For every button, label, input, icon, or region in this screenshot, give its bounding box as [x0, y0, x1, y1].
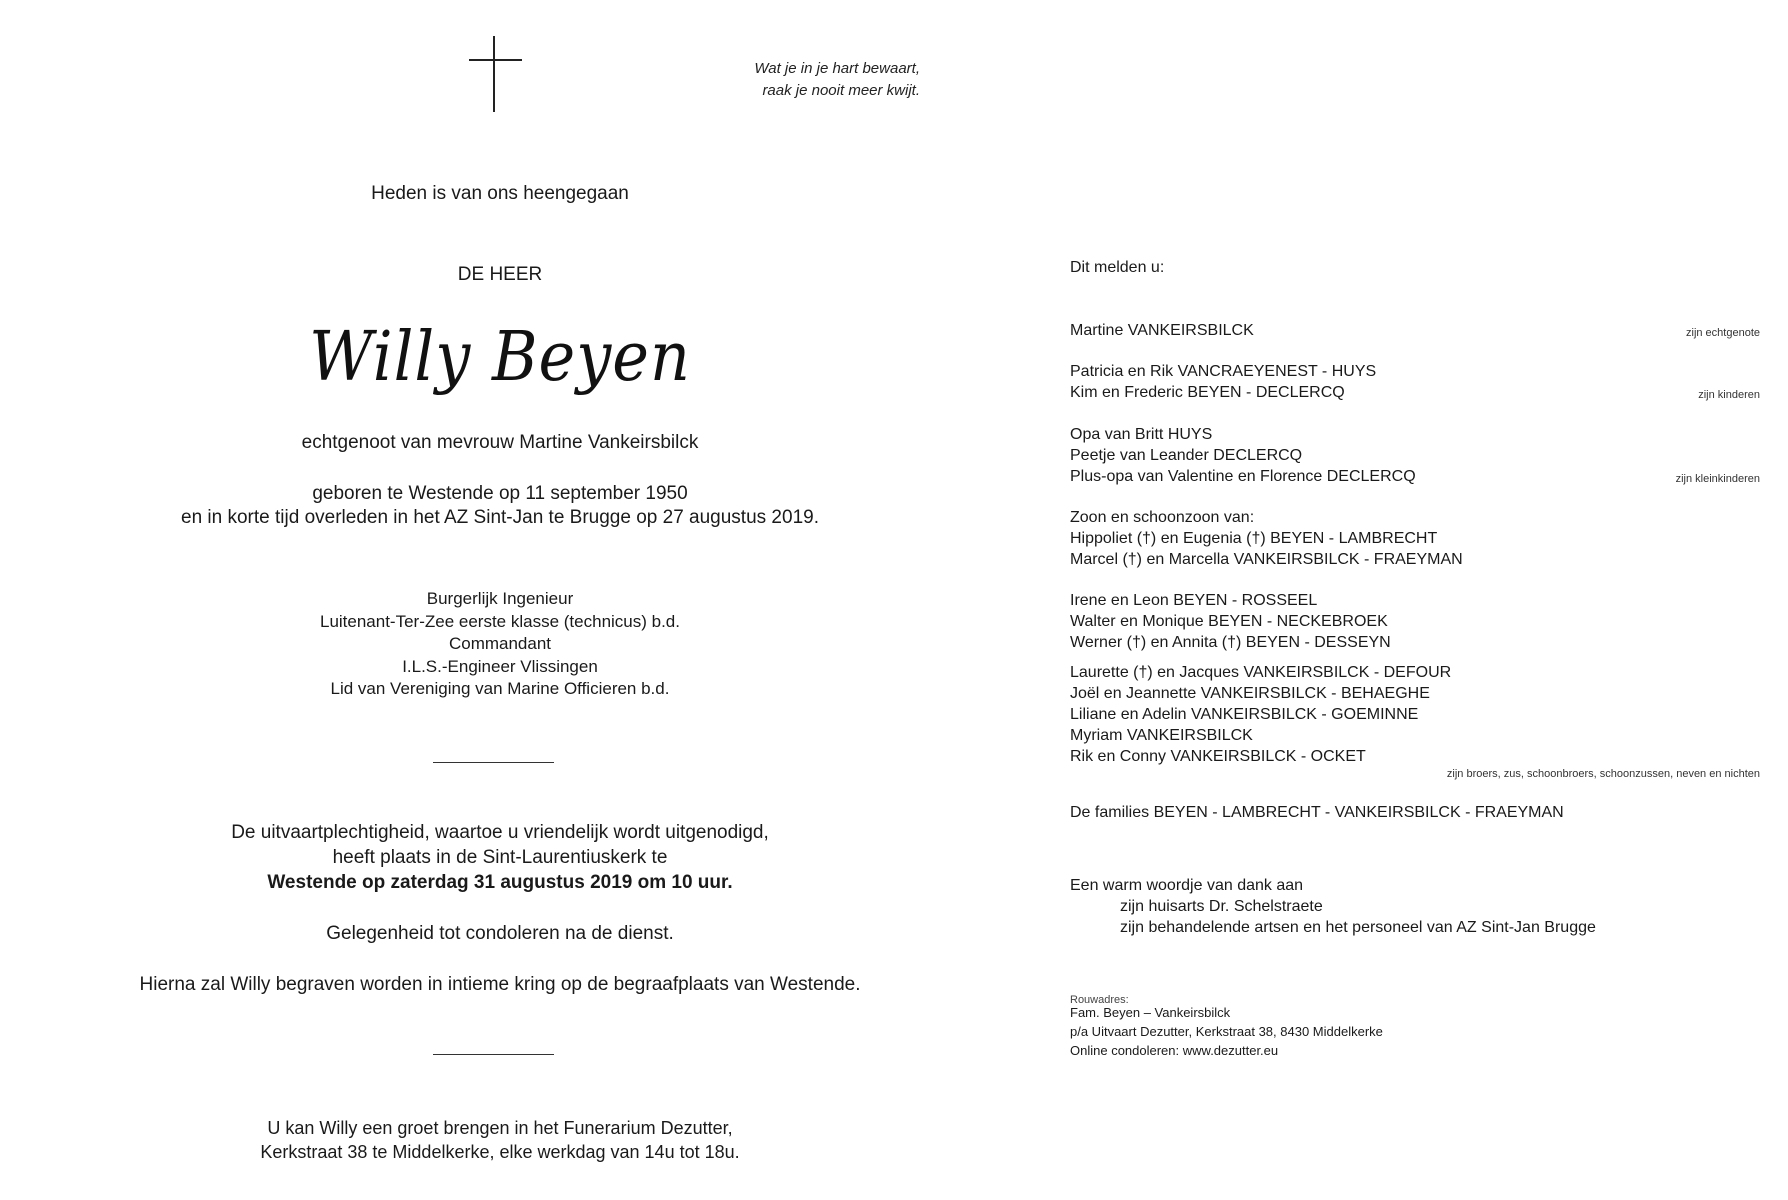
family-line: Walter en Monique BEYEN - NECKEBROEK: [1070, 613, 1388, 630]
spouse-name: Martine VANKEIRSBILCK: [1070, 322, 1254, 339]
families-line: De families BEYEN - LAMBRECHT - VANKEIRSBILCK - FRAEYMAN: [1070, 804, 1564, 821]
family-line: Kim en Frederic BEYEN - DECLERCQ: [1070, 384, 1345, 401]
family-line: Opa van Britt HUYS: [1070, 426, 1213, 443]
funeral-line-1: De uitvaartplechtigheid, waartoe u vriendelijk wordt uitgenodigd,: [231, 822, 769, 843]
family-line: Peetje van Leander DECLERCQ: [1070, 447, 1303, 464]
cross-icon-bar: [469, 59, 522, 61]
titles-block: [200, 588, 800, 701]
salutation: DE HEER: [457, 264, 543, 285]
funeral-line-3: Westende op zaterdag 31 augustus 2019 om 10 uur.: [267, 872, 733, 893]
burial-text: Hierna zal Willy begraven worden in intieme kring op de begraafplaats van Westende.: [139, 974, 861, 995]
spouse-line: echtgenoot van mevrouw Martine Vankeirsbilck: [301, 432, 699, 453]
online-condolence: Online condoleren: www.dezutter.eu: [1070, 1043, 1279, 1058]
title-item: I.L.S.-Engineer Vlissingen: [402, 656, 598, 676]
family-line: Myriam VANKEIRSBILCK: [1070, 727, 1253, 744]
condolence-text: Gelegenheid tot condoleren na de dienst.: [326, 923, 674, 944]
thanks-line: zijn behandelende artsen en het personeel van AZ Sint-Jan Brugge: [1120, 919, 1596, 936]
thanks-intro: Een warm woordje van dank aan: [1070, 877, 1304, 894]
funeral-line-2: heeft plaats in de Sint-Laurentiuskerk te: [332, 847, 668, 868]
intro-text: Heden is van ons heengegaan: [371, 183, 629, 204]
address-line: p/a Uitvaart Dezutter, Kerkstraat 38, 8430 Middelkerke: [1070, 1024, 1383, 1039]
right-page: [1000, 0, 1788, 1200]
deceased-name: Willy Beyen: [309, 316, 691, 397]
cross-icon: [493, 36, 495, 112]
motto: [680, 58, 920, 102]
family-line: Joël en Jeannette VANKEIRSBILCK - BEHAEGHE: [1070, 685, 1430, 702]
relation-label: zijn kinderen: [1698, 389, 1760, 401]
family-line: Laurette (†) en Jacques VANKEIRSBILCK - DEFOUR: [1070, 664, 1452, 681]
family-line: Rik en Conny VANKEIRSBILCK - OCKET: [1070, 748, 1366, 765]
relation-label: zijn broers, zus, schoonbroers, schoonzussen, neven en nichten: [1446, 768, 1760, 780]
motto-line-2: raak je nooit meer kwijt.: [762, 82, 920, 99]
family-line: Irene en Leon BEYEN - ROSSEEL: [1070, 592, 1318, 609]
family-line: Marcel (†) en Marcella VANKEIRSBILCK - FRAEYMAN: [1070, 551, 1463, 568]
visit-line-1: U kan Willy een groet brengen in het Funerarium Dezutter,: [267, 1118, 733, 1138]
address-label: Rouwadres:: [1070, 994, 1129, 1006]
visit-line-2: Kerkstraat 38 te Middelkerke, elke werkdag van 14u tot 18u.: [260, 1142, 740, 1162]
thanks-line: zijn huisarts Dr. Schelstraete: [1120, 898, 1323, 915]
motto-line-1: Wat je in je hart bewaart,: [754, 60, 920, 77]
divider: [433, 762, 554, 763]
family-line: Hippoliet (†) en Eugenia (†) BEYEN - LAMBRECHT: [1070, 530, 1438, 547]
family-line: Patricia en Rik VANCRAEYENEST - HUYS: [1070, 363, 1377, 380]
address-line: Fam. Beyen – Vankeirsbilck: [1070, 1005, 1231, 1020]
title-item: Luitenant-Ter-Zee eerste klasse (technicus) b.d.: [319, 611, 680, 631]
family-line: Werner (†) en Annita (†) BEYEN - DESSEYN: [1070, 634, 1391, 651]
family-line: Liliane en Adelin VANKEIRSBILCK - GOEMINNE: [1070, 706, 1419, 723]
family-line: Plus-opa van Valentine en Florence DECLERCQ: [1070, 468, 1416, 485]
relation-label: zijn echtgenote: [1686, 327, 1760, 339]
title-item: Lid van Vereniging van Marine Officieren b.d.: [330, 679, 670, 698]
birth-line: geboren te Westende op 11 september 1950: [312, 483, 688, 504]
divider: [433, 1054, 554, 1055]
death-line: en in korte tijd overleden in het AZ Sint-Jan te Brugge op 27 augustus 2019.: [181, 507, 819, 528]
title-item: Commandant: [448, 634, 552, 653]
announce-text: Dit melden u:: [1070, 259, 1165, 276]
relation-label: zijn kleinkinderen: [1675, 473, 1760, 485]
parents-intro: Zoon en schoonzoon van:: [1070, 509, 1255, 526]
title-item: Burgerlijk Ingenieur: [426, 589, 574, 608]
